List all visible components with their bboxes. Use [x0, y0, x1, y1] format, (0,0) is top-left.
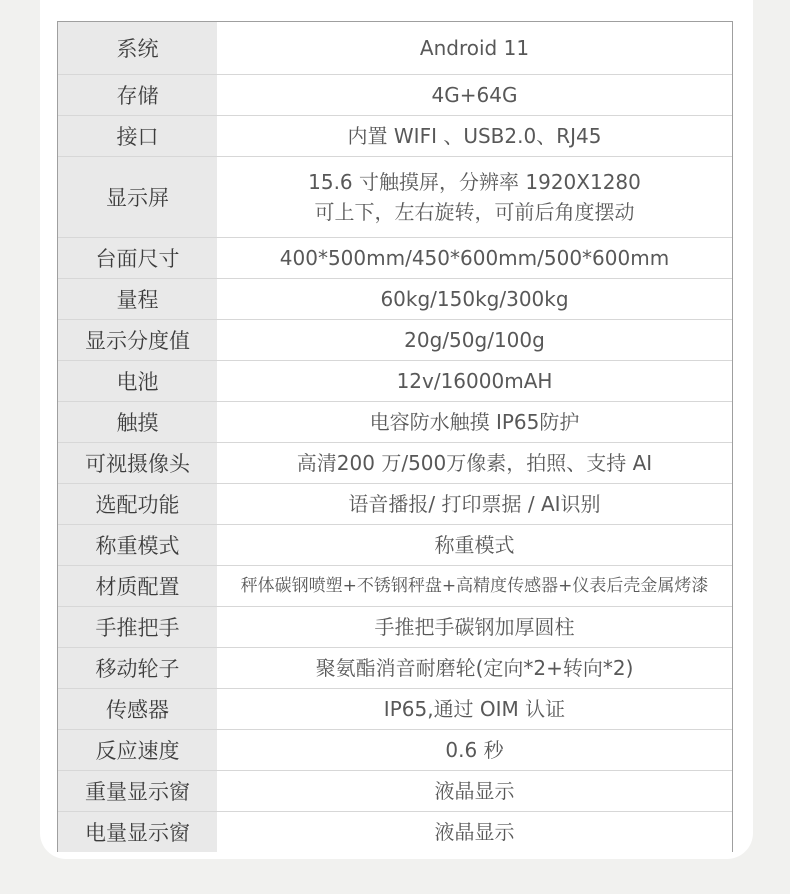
spec-value: 内置 WIFI 、USB2.0、RJ45	[347, 124, 602, 148]
spec-label: 台面尺寸	[58, 238, 217, 278]
spec-value: 电容防水触摸 IP65防护	[369, 410, 580, 434]
spec-value: 12v/16000mAH	[396, 369, 553, 393]
table-row	[58, 319, 732, 360]
table-row	[58, 811, 732, 852]
table-row	[58, 278, 732, 319]
spec-value: 高清200 万/500万像素，拍照、支持 AI	[296, 451, 653, 475]
table-row	[58, 74, 732, 115]
spec-value: 秤体碳钢喷塑+不锈钢秤盘+高精度传感器+仪表后壳金属烤漆	[240, 576, 709, 596]
spec-label: 电池	[58, 361, 217, 401]
table-row	[58, 729, 732, 770]
spec-label: 量程	[58, 279, 217, 319]
spec-label: 选配功能	[58, 484, 217, 524]
spec-label: 接口	[58, 116, 217, 156]
table-row	[58, 483, 732, 524]
spec-value	[217, 157, 732, 237]
spec-value: Android 11	[419, 36, 530, 60]
spec-label: 显示分度值	[58, 320, 217, 360]
spec-label: 称重模式	[58, 525, 217, 565]
spec-value: 语音播报/ 打印票据 / AI识别	[348, 492, 601, 516]
spec-value: 400*500mm/450*600mm/500*600mm	[279, 246, 670, 270]
table-row	[58, 156, 732, 237]
spec-label: 移动轮子	[58, 648, 217, 688]
spec-value: 60kg/150kg/300kg	[380, 287, 569, 311]
spec-value: 4G+64G	[431, 83, 518, 107]
spec-label: 系统	[58, 22, 217, 74]
spec-value: IP65,通过 OIM 认证	[383, 697, 566, 721]
spec-value: 20g/50g/100g	[404, 328, 545, 352]
table-row	[58, 401, 732, 442]
table-row	[58, 770, 732, 811]
table-row	[58, 565, 732, 606]
table-row	[58, 688, 732, 729]
spec-label: 材质配置	[58, 566, 217, 606]
spec-card	[40, 0, 753, 859]
spec-value: 称重模式	[434, 533, 515, 557]
spec-value-line: 可上下，左右旋转，可前后角度摆动	[314, 200, 635, 224]
table-row	[58, 647, 732, 688]
table-row	[58, 524, 732, 565]
table-row	[58, 115, 732, 156]
table-row	[58, 22, 732, 74]
spec-label: 反应速度	[58, 730, 217, 770]
spec-label: 触摸	[58, 402, 217, 442]
spec-label: 显示屏	[58, 157, 217, 237]
spec-value: 液晶显示	[434, 779, 515, 803]
spec-value: 0.6 秒	[445, 738, 504, 762]
spec-value: 手推把手碳钢加厚圆柱	[374, 615, 575, 639]
table-row	[58, 360, 732, 401]
table-row	[58, 442, 732, 483]
spec-value: 聚氨酯消音耐磨轮(定向*2+转向*2)	[315, 656, 634, 680]
spec-label: 重量显示窗	[58, 771, 217, 811]
spec-label: 传感器	[58, 689, 217, 729]
spec-value: 液晶显示	[434, 820, 515, 844]
table-row	[58, 606, 732, 647]
spec-label: 存储	[58, 75, 217, 115]
spec-label: 可视摄像头	[58, 443, 217, 483]
table-row	[58, 237, 732, 278]
spec-value-line: 15.6 寸触摸屏，分辨率 1920X1280	[308, 170, 641, 194]
spec-table	[57, 21, 733, 852]
spec-label: 电量显示窗	[58, 812, 217, 852]
spec-label: 手推把手	[58, 607, 217, 647]
